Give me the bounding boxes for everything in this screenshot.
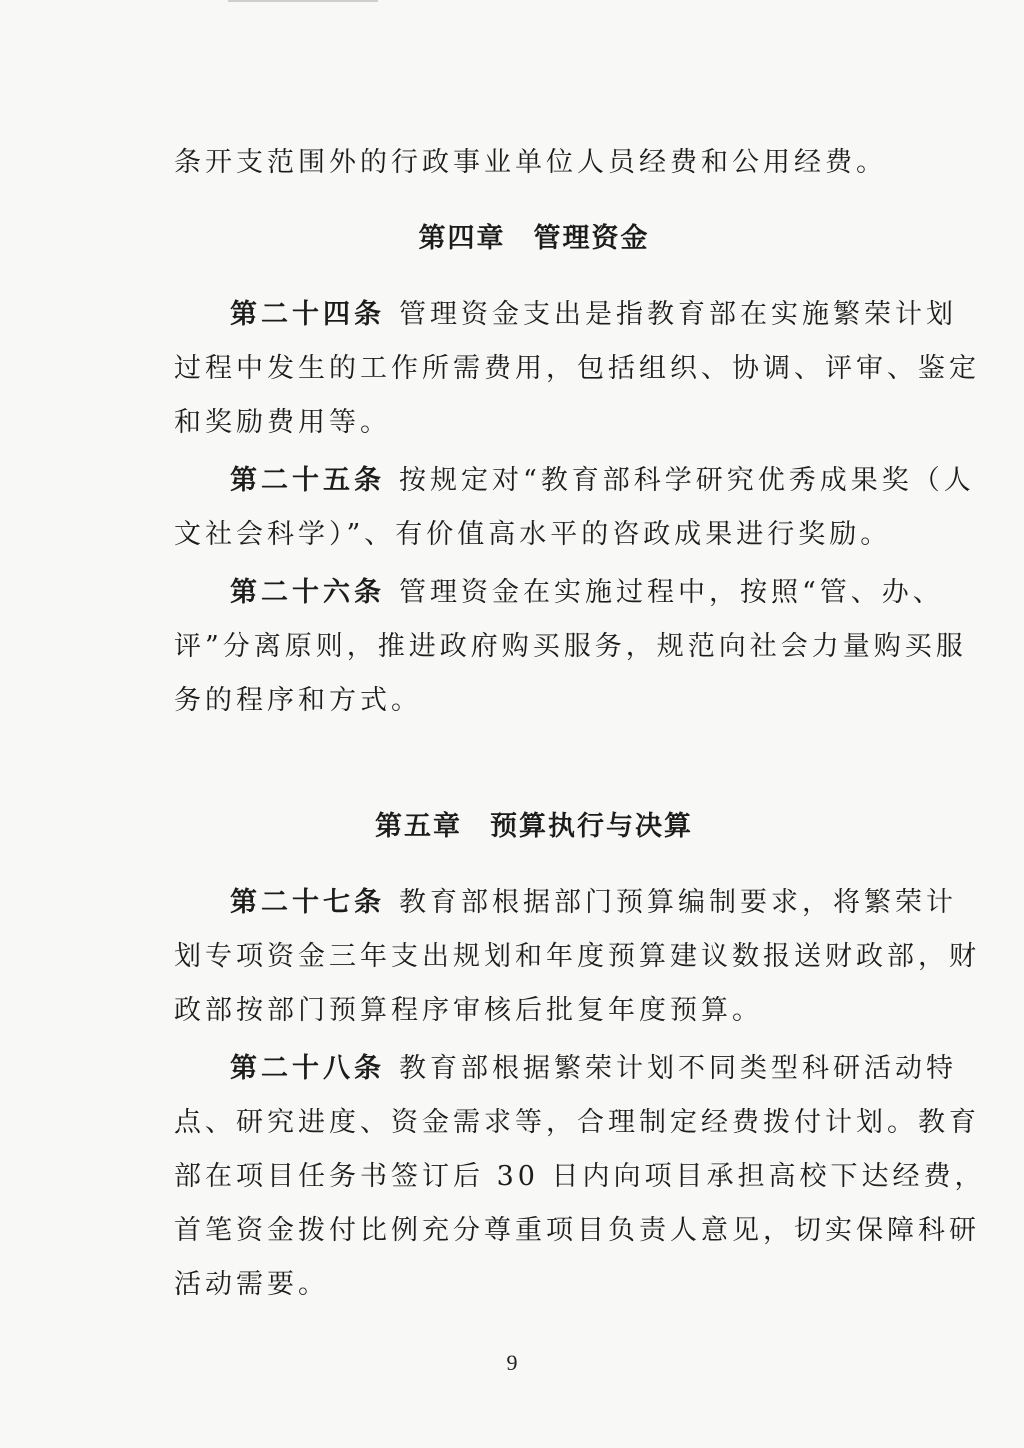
chapter-4-title: 管理资金: [533, 223, 650, 254]
article-25-line-2: 文社会科学）”、有价值高水平的咨政成果进行奖励。: [174, 519, 892, 550]
page-content: [174, 136, 986, 1312]
chapter-5-number: 第五章: [375, 811, 462, 842]
article-27-line-3: 政部按部门预算程序审核后批复年度预算。: [174, 995, 763, 1026]
chapter-4-heading: [174, 212, 894, 266]
article-24-line-1: [174, 288, 957, 342]
article-24-line-2: 过程中发生的工作所需费用，包括组织、协调、评审、鉴定: [174, 353, 980, 384]
article-26-line-3: 务的程序和方式。: [174, 685, 422, 716]
article-26-text-1: 管理资金在实施过程中，按照“管、办、: [399, 577, 944, 608]
article-27-line-1: [174, 876, 957, 930]
article-25: [174, 454, 975, 562]
article-28: [174, 1042, 986, 1312]
article-26-line-2: 评”分离原则，推进政府购买服务，规范向社会力量购买服: [174, 631, 967, 662]
chapter-5-heading: [174, 800, 894, 854]
article-24-text-1: 管理资金支出是指教育部在实施繁荣计划: [399, 299, 957, 330]
article-26-label: 第二十六条: [230, 577, 385, 608]
article-25-line-1: [174, 454, 975, 508]
chapter-5-title: 预算执行与决算: [490, 811, 693, 842]
article-26-line-1: [174, 566, 944, 620]
article-24-label: 第二十四条: [230, 299, 385, 330]
article-24: [174, 288, 980, 450]
article-25-label: 第二十五条: [230, 465, 385, 496]
article-27-text-1: 教育部根据部门预算编制要求，将繁荣计: [399, 887, 957, 918]
article-28-line-5: 活动需要。: [174, 1269, 329, 1300]
continued-paragraph-line: 条开支范围外的行政事业单位人员经费和公用经费。: [174, 147, 887, 178]
article-24-line-3: 和奖励费用等。: [174, 407, 391, 438]
article-26: [174, 566, 967, 728]
article-27-line-2: 划专项资金三年支出规划和年度预算建议数报送财政部，财: [174, 941, 980, 972]
chapter-4-number: 第四章: [418, 223, 506, 254]
article-28-line-1: [174, 1042, 957, 1096]
article-27-label: 第二十七条: [230, 887, 385, 918]
page-number: 9: [506, 1350, 518, 1375]
article-28-line-3: 部在项目任务书签订后 30 日内向项目承担高校下达经费，: [174, 1161, 986, 1192]
scan-edge-mark: [228, 0, 378, 2]
article-27: [174, 876, 980, 1038]
article-28-text-1: 教育部根据繁荣计划不同类型科研活动特: [399, 1053, 957, 1084]
article-28-label: 第二十八条: [230, 1053, 385, 1084]
article-25-text-1: 按规定对“教育部科学研究优秀成果奖（人: [399, 465, 975, 496]
article-28-line-2: 点、研究进度、资金需求等，合理制定经费拨付计划。教育: [174, 1107, 980, 1138]
article-28-line-4: 首笔资金拨付比例充分尊重项目负责人意见，切实保障科研: [174, 1215, 980, 1246]
